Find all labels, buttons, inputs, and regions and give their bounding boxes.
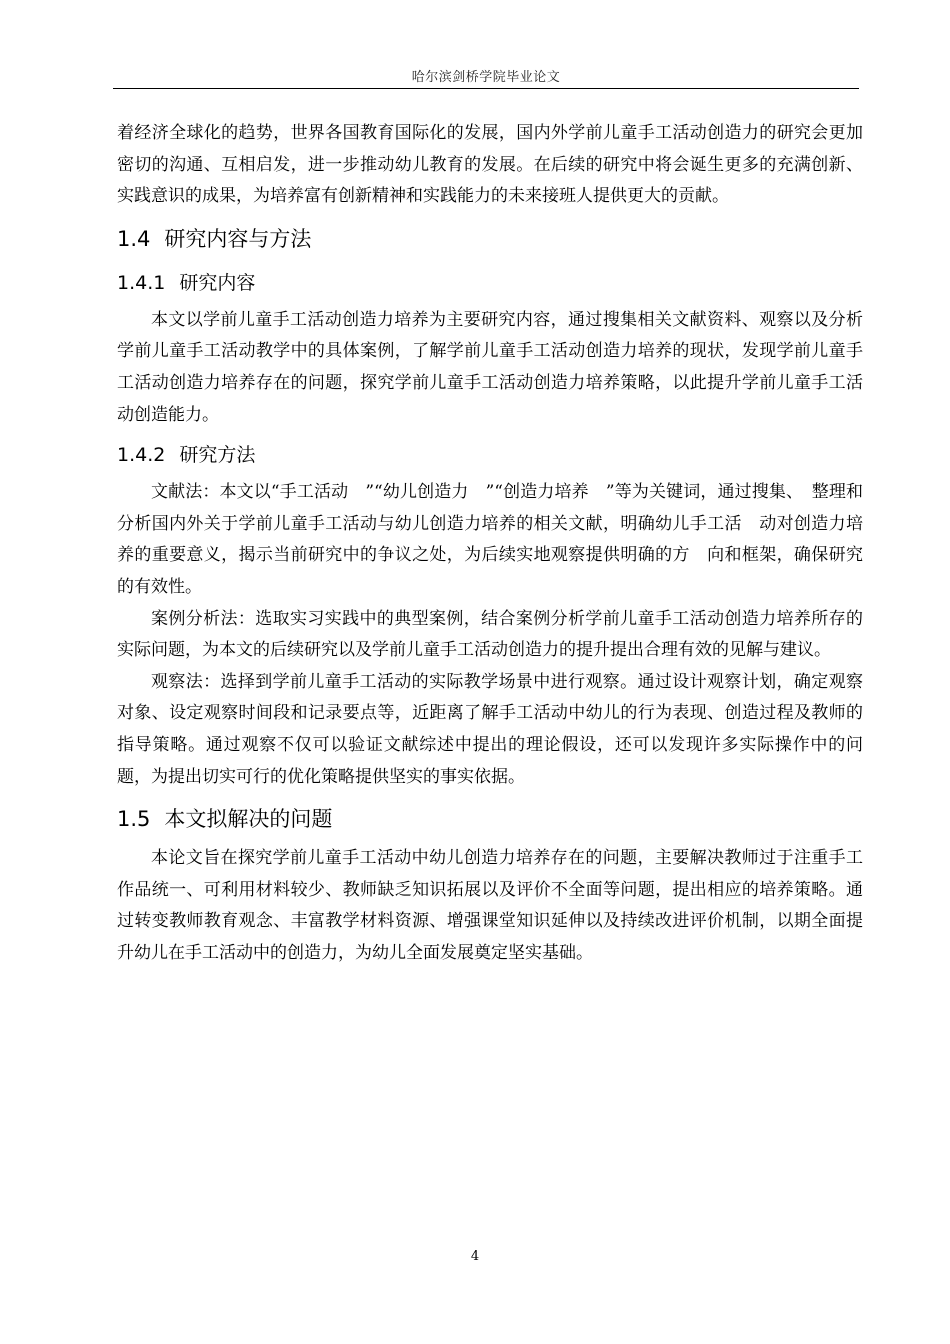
body-content	[117, 118, 863, 969]
page-number: 4	[470, 1249, 480, 1264]
section-title: 研究内容	[179, 271, 256, 294]
section-heading-1-4-2	[117, 437, 863, 473]
section-heading-1-5	[117, 799, 863, 839]
problems-paragraph: 本论文旨在探究学前儿童手工活动中幼儿创造力培养存在的问题，主要解决教师过于注重手工作品统一、可利用材料较少、教师缺乏知识拓展以及评价不全面等问题，提出相应的培养策略。通过转变教师教育观念、丰富教学材料资源、增强课堂知识延伸以及持续改进评价机制，以期全面提升幼儿在手工活动中的创造力，为幼儿全面发展奠定坚实基础。	[117, 848, 863, 963]
header-divider	[113, 88, 859, 89]
section-title: 本文拟解决的问题	[164, 807, 333, 832]
literature-method-paragraph: 文献法：本文以“手工活动 ”“幼儿创造力 ”“创造力培养 ”等为关键词，通过搜集、 整理和分析国内外关于学前儿童手工活动与幼儿创造力培养的相关文献，明确幼儿手工活 动对创造力培养的重要意义，揭示当前研究中的争议之处，为后续实地观察提供明确的方 向和框架，确保研究的有效性。	[117, 482, 863, 597]
section-heading-1-4-1	[117, 265, 863, 301]
research-content-paragraph: 本文以学前儿童手工活动创造力培养为主要研究内容，通过搜集相关文献资料、观察以及分析学前儿童手工活动教学中的具体案例，了解学前儿童手工活动创造力培养的现状，发现学前儿童手工活动创造力培养存在的问题，探究学前儿童手工活动创造力培养策略，以此提升学前儿童手工活动创造能力。	[117, 309, 863, 425]
section-number: 1.4.1	[117, 271, 166, 294]
section-number: 1.4	[117, 226, 151, 251]
section-title: 研究方法	[179, 444, 256, 467]
section-title: 研究内容与方法	[164, 226, 312, 251]
intro-paragraph: 着经济全球化的趋势，世界各国教育国际化的发展，国内外学前儿童手工活动创造力的研究会更加密切的沟通、互相启发，进一步推动幼儿教育的发展。在后续的研究中将会诞生更多的充满创新、实践意识的成果，为培养富有创新精神和实践能力的未来接班人提供更大的贡献。	[117, 123, 863, 207]
section-heading-1-4	[117, 219, 863, 259]
section-number: 1.5	[117, 807, 151, 832]
case-analysis-method-paragraph: 案例分析法：选取实习实践中的典型案例，结合案例分析学前儿童手工活动创造力培养所存的实际问题，为本文的后续研究以及学前儿童手工活动创造力的提升提出合理有效的见解与建议。	[117, 608, 863, 661]
section-number: 1.4.2	[117, 444, 166, 467]
observation-method-paragraph: 观察法：选择到学前儿童手工活动的实际教学场景中进行观察。通过设计观察计划，确定观察对象、设定观察时间段和记录要点等，近距离了解手工活动中幼儿的行为表现、创造过程及教师的指导策略。通过观察不仅可以验证文献综述中提出的理论假设，还可以发现许多实际操作中的问题，为提出切实可行的优化策略提供坚实的事实依据。	[117, 671, 863, 787]
running-header: 哈尔滨剑桥学院毕业论文	[411, 70, 561, 85]
